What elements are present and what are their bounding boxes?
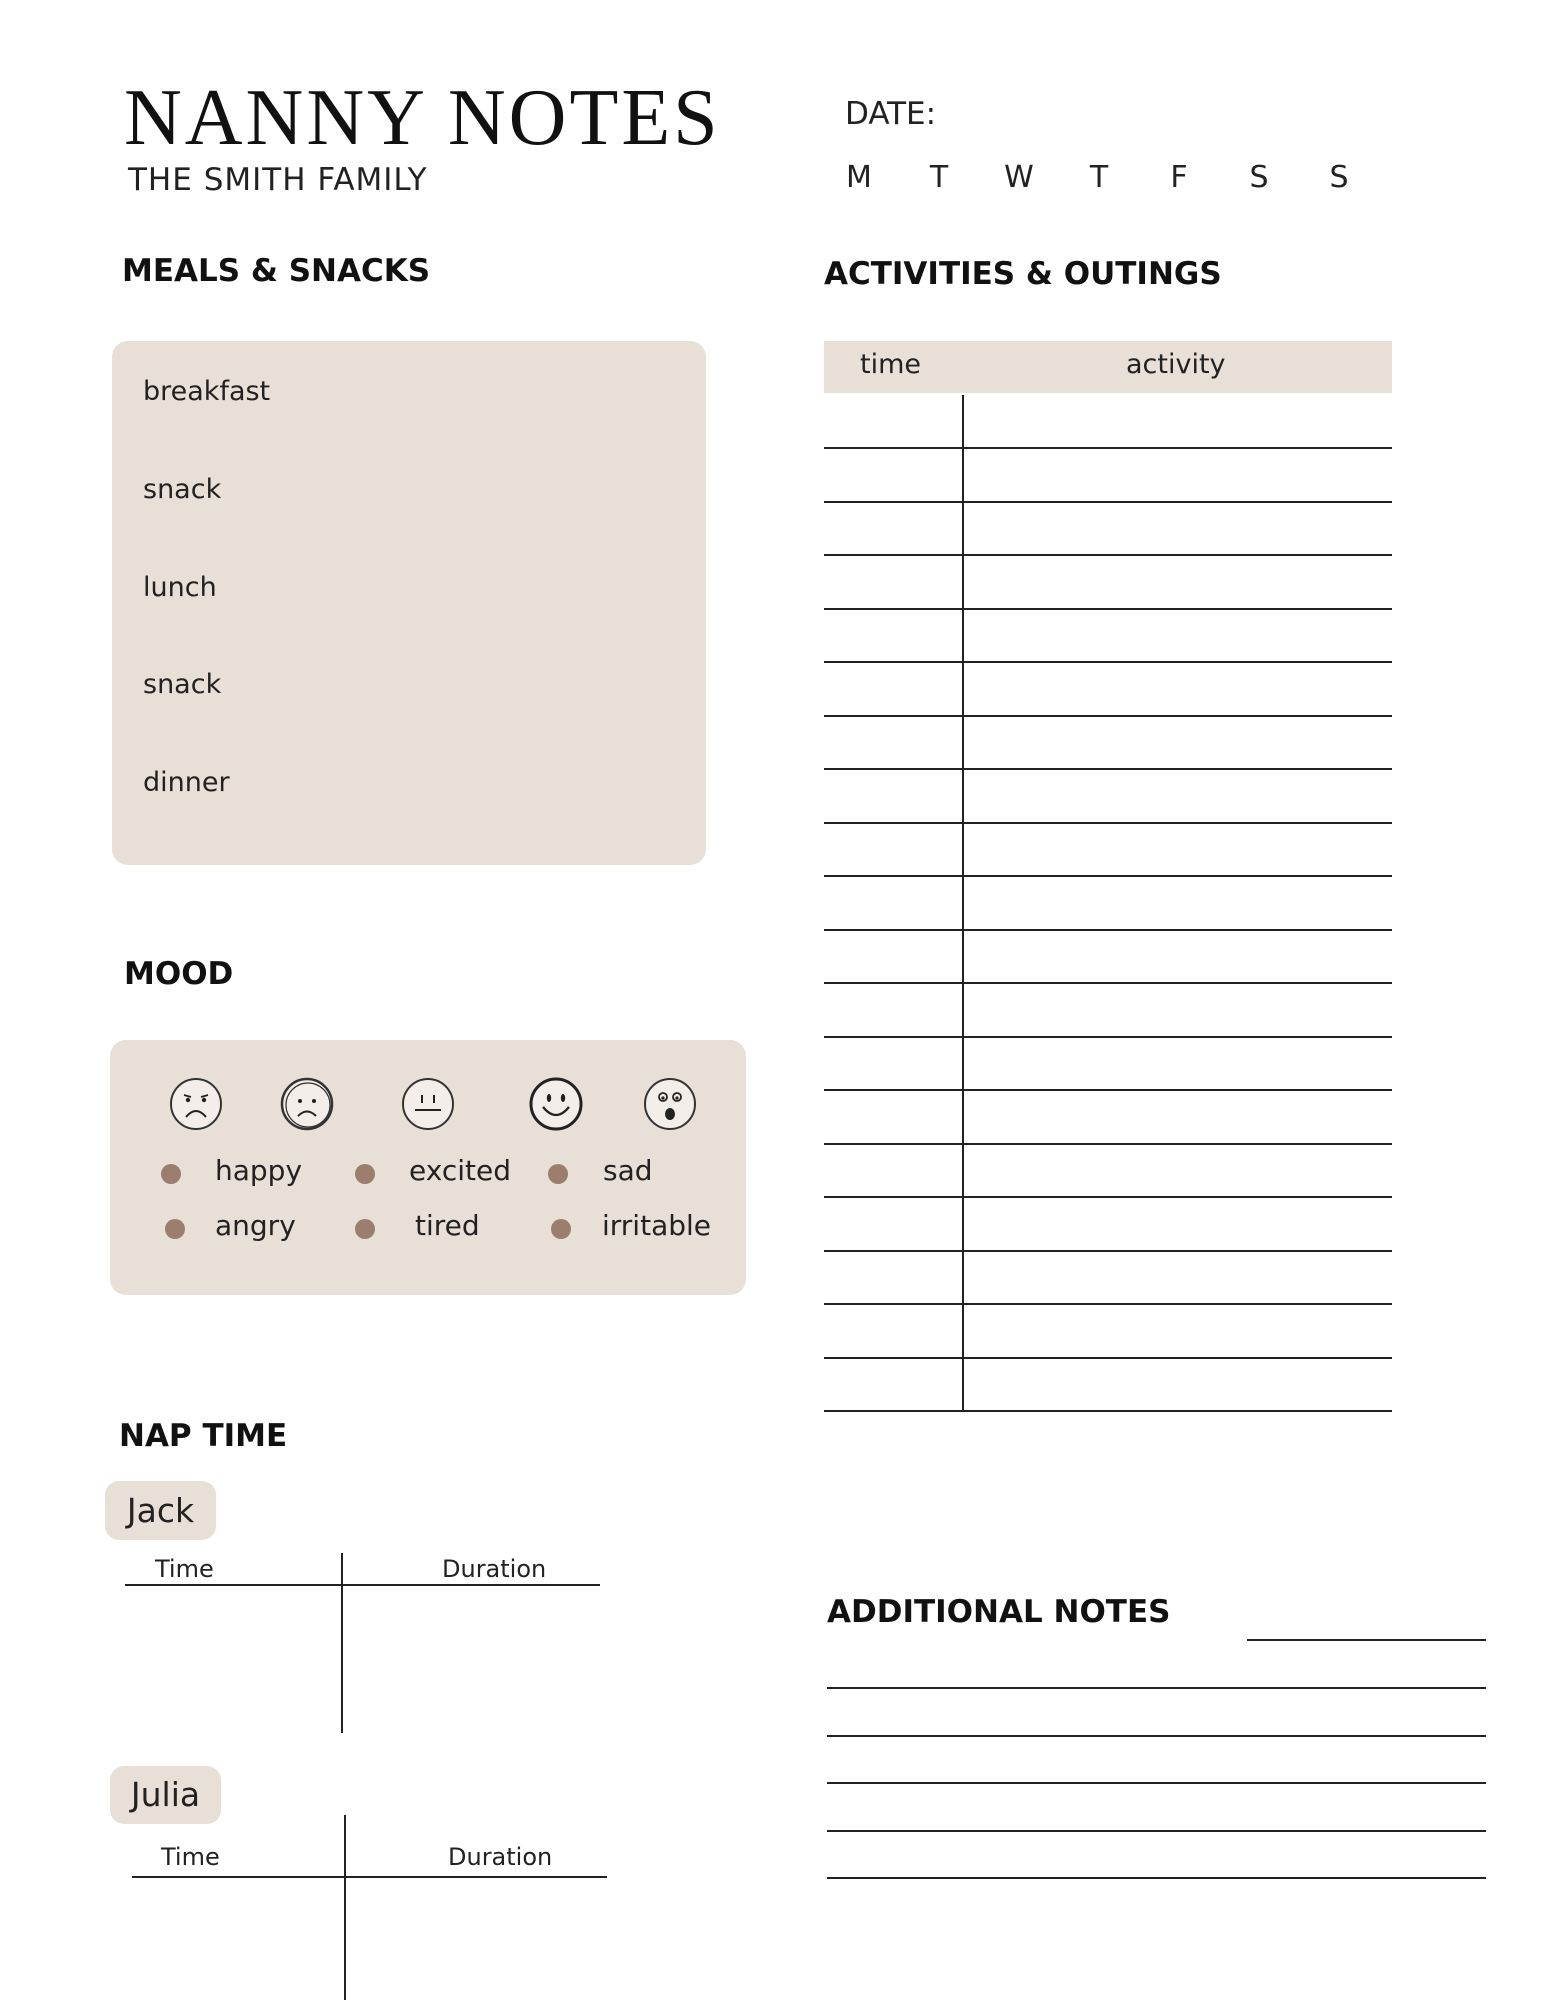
activity-row-line[interactable] (824, 1303, 1392, 1305)
activity-row-line[interactable] (824, 715, 1392, 717)
meal-snack-afternoon[interactable]: snack (143, 669, 222, 700)
nap-julia-entry-area[interactable] (132, 1880, 607, 2000)
notes-heading: ADDITIONAL NOTES (827, 1594, 1171, 1630)
nap-julia-header-rule (132, 1876, 607, 1878)
meal-snack-morning[interactable]: snack (143, 474, 222, 505)
notes-line[interactable] (827, 1687, 1486, 1689)
neutral-face-icon[interactable] (401, 1077, 455, 1131)
activities-column-divider (962, 395, 964, 1411)
activity-row-line[interactable] (824, 822, 1392, 824)
activity-row-line[interactable] (824, 982, 1392, 984)
day-wednesday[interactable]: W (1004, 160, 1034, 195)
activity-row-line[interactable] (824, 1410, 1392, 1412)
day-monday[interactable]: M (846, 160, 872, 195)
activity-row-line[interactable] (824, 1196, 1392, 1198)
nap-child-name-julia: Julia (110, 1766, 221, 1824)
activity-row-line[interactable] (824, 501, 1392, 503)
mood-heading: MOOD (124, 956, 234, 992)
meal-breakfast[interactable]: breakfast (143, 376, 271, 407)
activity-row-line[interactable] (824, 1357, 1392, 1359)
activity-row-line[interactable] (824, 1036, 1392, 1038)
nap-jack-col-time: Time (155, 1555, 214, 1583)
activity-row-line[interactable] (824, 768, 1392, 770)
activities-col-activity: activity (1126, 349, 1226, 380)
surprised-face-icon[interactable] (643, 1077, 697, 1131)
activity-row-line[interactable] (824, 447, 1392, 449)
page-title: NANNY NOTES (124, 74, 721, 162)
activity-row-line[interactable] (824, 1089, 1392, 1091)
mood-label-sad: sad (603, 1154, 653, 1187)
day-tuesday[interactable]: T (929, 160, 949, 195)
mood-radio-tired[interactable] (355, 1219, 375, 1239)
mood-label-happy: happy (215, 1154, 303, 1187)
notes-line[interactable] (1247, 1639, 1486, 1641)
nap-jack-entry-area[interactable] (125, 1588, 600, 1733)
mood-radio-happy[interactable] (161, 1164, 181, 1184)
activity-row-line[interactable] (824, 608, 1392, 610)
activity-row-line[interactable] (824, 1250, 1392, 1252)
day-saturday[interactable]: S (1249, 160, 1269, 195)
day-sunday[interactable]: S (1329, 160, 1349, 195)
mood-radio-sad[interactable] (548, 1164, 568, 1184)
mood-radio-angry[interactable] (165, 1219, 185, 1239)
mood-label-irritable: irritable (602, 1209, 712, 1242)
meal-dinner[interactable]: dinner (143, 767, 230, 798)
activity-row-line[interactable] (824, 554, 1392, 556)
activity-row-line[interactable] (824, 1143, 1392, 1145)
day-thursday[interactable]: T (1089, 160, 1109, 195)
notes-line[interactable] (827, 1735, 1486, 1737)
happy-face-icon[interactable] (529, 1077, 583, 1131)
activities-heading: ACTIVITIES & OUTINGS (824, 256, 1222, 292)
mood-label-excited: excited (409, 1154, 511, 1187)
sad-face-icon[interactable] (280, 1077, 334, 1131)
day-friday[interactable]: F (1170, 160, 1188, 195)
very-sad-face-icon[interactable] (169, 1077, 223, 1131)
family-name: THE SMITH FAMILY (128, 162, 428, 198)
nap-jack-col-duration: Duration (442, 1555, 547, 1583)
date-label: DATE: (845, 96, 937, 132)
activity-row-line[interactable] (824, 875, 1392, 877)
nap-heading: NAP TIME (119, 1418, 288, 1454)
notes-line[interactable] (827, 1830, 1486, 1832)
nap-julia-col-duration: Duration (448, 1843, 553, 1871)
nap-child-name-jack: Jack (105, 1481, 216, 1540)
meals-heading: MEALS & SNACKS (122, 253, 431, 289)
activities-col-time: time (860, 349, 922, 380)
notes-line[interactable] (827, 1782, 1486, 1784)
activity-row-line[interactable] (824, 661, 1392, 663)
activity-row-line[interactable] (824, 929, 1392, 931)
mood-radio-irritable[interactable] (551, 1219, 571, 1239)
mood-radio-excited[interactable] (355, 1164, 375, 1184)
nap-jack-header-rule (125, 1584, 600, 1586)
notes-line[interactable] (827, 1877, 1486, 1879)
mood-label-angry: angry (215, 1209, 296, 1242)
nap-julia-col-time: Time (161, 1843, 220, 1871)
mood-label-tired: tired (415, 1209, 480, 1242)
meal-lunch[interactable]: lunch (143, 572, 217, 603)
